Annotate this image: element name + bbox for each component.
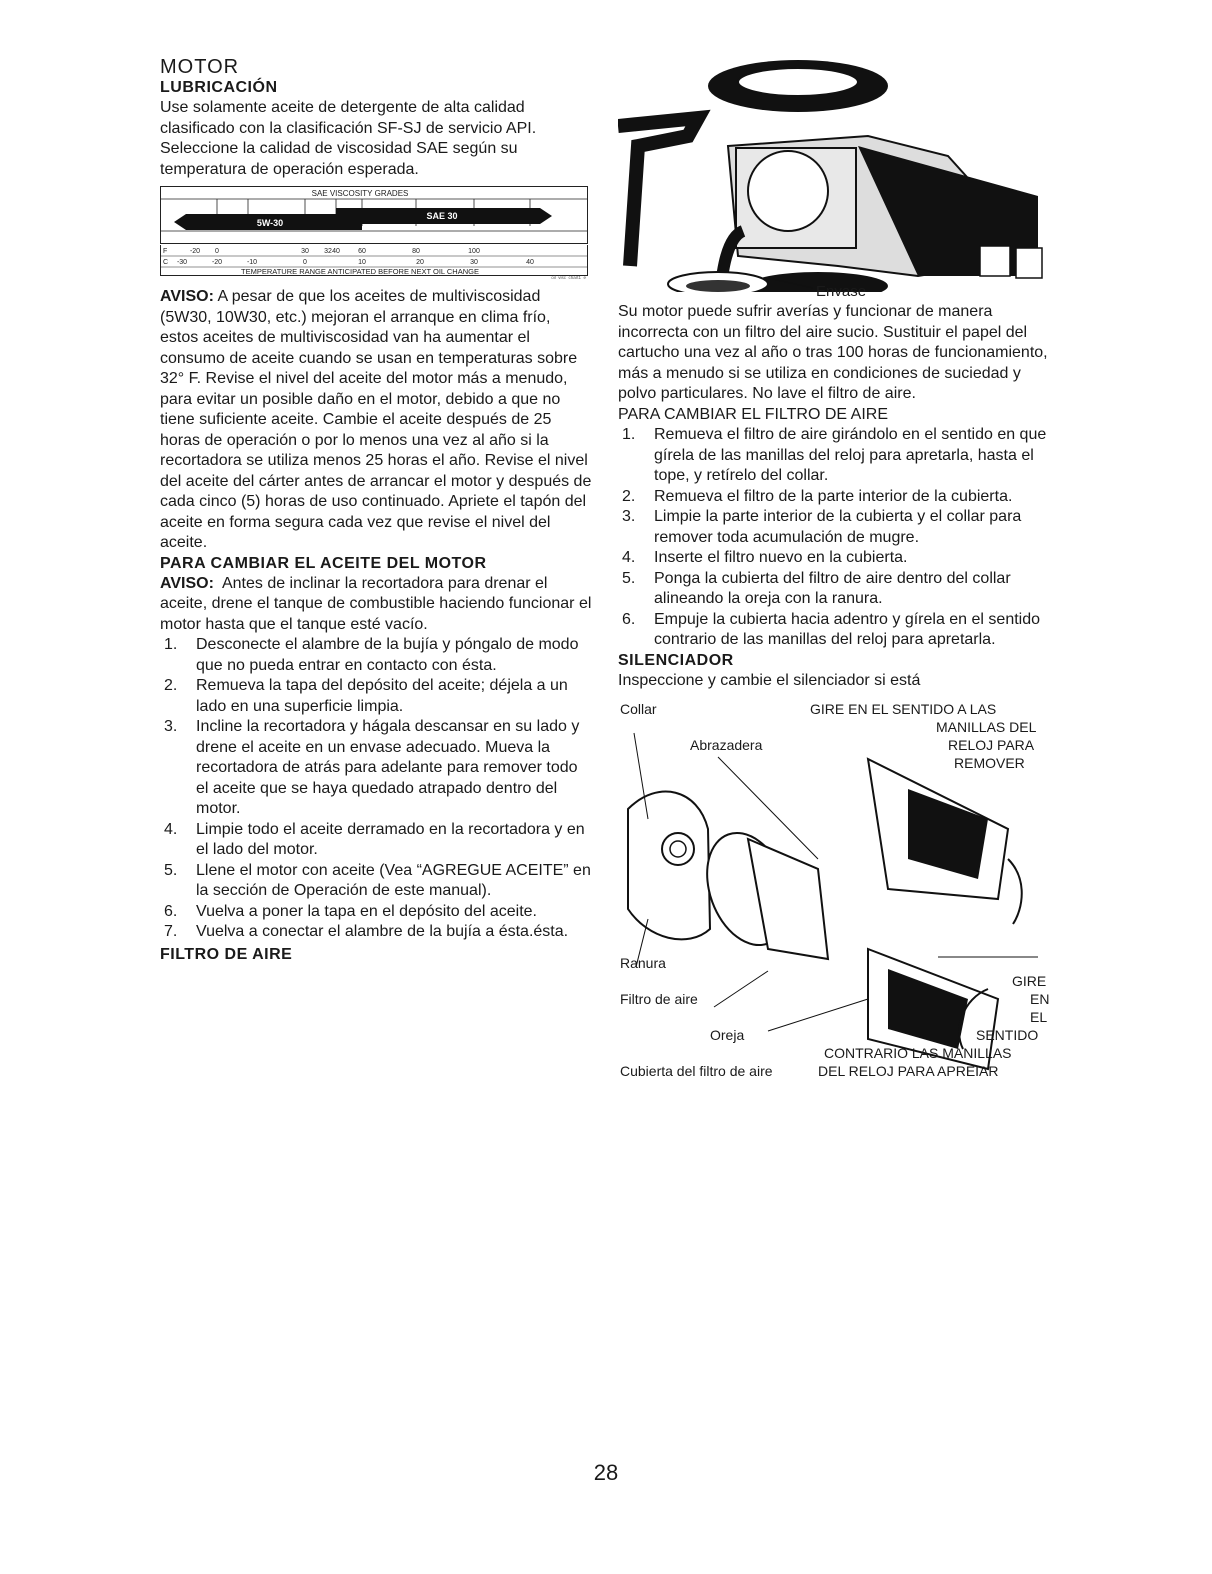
step-text: Empuje la cubierta hacia adentro y gírela en el sentido contrario de las manillas del reloj para apretarla. — [654, 610, 1041, 648]
silenciador-text: Inspeccione y cambie el silenciador si está — [618, 671, 921, 689]
f-tick-label: 80 — [412, 248, 420, 255]
c-tick-label: 30 — [470, 259, 478, 266]
gire-remove-label-4: REMOVER — [954, 755, 1025, 771]
oil-drain-figure — [618, 56, 1050, 300]
gire-tight-label-6: DEL RELOJ PARA APREIAR — [818, 1063, 999, 1079]
heading-silenciador: SILENCIADOR — [618, 651, 734, 669]
step-number: 1. — [622, 426, 636, 443]
list-item — [618, 548, 1050, 569]
step-number: 7. — [164, 923, 178, 940]
step-text: Remueva el filtro de la parte interior de la cubierta. — [654, 487, 1013, 505]
step-number: 6. — [622, 610, 636, 628]
step-number: 1. — [164, 636, 178, 653]
heading-filtro-aire: FILTRO DE AIRE — [160, 945, 293, 963]
f-tick-label: 30 — [301, 248, 309, 255]
heading-lubricacion: LUBRICACIÓN — [160, 79, 278, 96]
gire-tight-label-1: GIRE — [1012, 973, 1047, 989]
viscosity-chart-scale — [160, 245, 588, 279]
list-item — [618, 569, 1050, 610]
gire-remove-label-2: MANILLAS DEL — [936, 719, 1037, 735]
gire-tight-label-2: EN — [1030, 991, 1050, 1007]
c-axis-label: C — [163, 259, 169, 266]
f-ticks — [190, 248, 480, 255]
aviso-text: Antes de inclinar la recortadora para drenar el aceite, drene el tanque de combustible haciendo funcionar el motor hasta que el tanque esté vacío. — [160, 574, 592, 633]
f-axis-label: F — [163, 248, 168, 255]
step-number: 6. — [164, 902, 178, 920]
step-number: 5. — [622, 569, 636, 587]
collar-label: Collar — [620, 701, 657, 717]
step-text: Llene el motor con aceite (Vea “AGREGUE ACEITE” en la sección de Operación de este manual). — [196, 861, 591, 899]
step-text: Desconecte el alambre de la bujía y póngalo de modo que no pueda entrar en contacto con ésta. — [196, 636, 579, 674]
gire-tight-label-5: CONTRARIO LAS MANILLAS — [824, 1045, 1012, 1061]
list-item — [160, 820, 592, 861]
f-tick-label: 100 — [468, 248, 480, 255]
list-item — [160, 676, 592, 717]
f-tick-label: 60 — [358, 248, 366, 255]
f-tick-label: -20 — [189, 248, 201, 255]
f-tick-label: 0 — [215, 248, 219, 255]
list-item — [160, 717, 592, 820]
left-column — [160, 56, 592, 965]
aviso-drenar — [160, 574, 592, 636]
c-tick-label: 20 — [416, 259, 424, 266]
section-title-motor: MOTOR — [160, 56, 240, 78]
step-number: 3. — [164, 718, 178, 735]
f-tick-label: 40 — [332, 248, 340, 255]
step-text: Limpie la parte interior de la cubierta y el collar para remover toda acumulación de mugre. — [654, 508, 1022, 546]
list-item — [160, 902, 592, 923]
step-text: Remueva la tapa del depósito del aceite; déjela a un lado en una superficie limpia. — [196, 677, 568, 715]
heading-cambiar-filtro: PARA CAMBIAR EL FILTRO DE AIRE — [618, 405, 888, 423]
chart-footer: TEMPERATURE RANGE ANTICIPATED BEFORE NEXT OIL CHANGE — [241, 267, 479, 276]
gire-tight-label-4: SENTIDO — [976, 1027, 1039, 1043]
step-text: Incline la recortadora y hágala descansar en su lado y drene el aceite en un envase adecuado. Mueva la recortadora de atrás para adelante para remover todo el aceite que se haya quedado atrapado dentro del motor. — [196, 718, 580, 817]
c-tick-label: -10 — [246, 259, 258, 266]
engine-drain-illustration — [618, 56, 1050, 292]
step-number: 5. — [164, 861, 178, 879]
c-tick-label: -20 — [211, 259, 223, 266]
bar-5w30-label: 5W-30 — [256, 218, 284, 228]
step-text: Inserte el filtro nuevo en la cubierta. — [654, 549, 908, 566]
step-text: Vuelva a poner la tapa en el depósito del aceite. — [196, 902, 537, 920]
c-tick-label: -30 — [176, 259, 188, 266]
aviso-label: AVISO: — [160, 288, 214, 305]
list-item — [160, 861, 592, 902]
air-filter-steps — [618, 425, 1050, 651]
air-filter-figure — [618, 699, 1050, 1079]
abrazadera-label: Abrazadera — [690, 737, 763, 753]
ranura-label: Ranura — [620, 955, 666, 971]
list-item — [618, 487, 1050, 508]
gire-tight-label-3: EL — [1030, 1009, 1048, 1025]
list-item — [618, 507, 1050, 548]
step-number: 2. — [622, 487, 636, 505]
heading-cambiar-aceite: PARA CAMBIAR EL ACEITE DEL MOTOR — [160, 554, 487, 572]
c-tick-label: 40 — [526, 259, 534, 266]
step-text: Remueva el filtro de aire girándolo en el sentido en que gírela de las manillas del reloj para apretarla, hasta el tope, y retírelo del collar. — [654, 426, 1047, 484]
step-number: 4. — [164, 820, 178, 838]
list-item — [618, 425, 1050, 487]
aviso-label: AVISO: — [160, 574, 214, 592]
oreja-label: Oreja — [710, 1027, 745, 1043]
viscosity-chart-title: SAE VISCOSITY GRADES — [311, 189, 409, 198]
gire-remove-label-3: RELOJ PARA — [948, 737, 1035, 753]
chart-code: oil_visc_chart1_e — [551, 275, 586, 279]
envase-label: Envase — [816, 283, 867, 300]
lubricacion-text: Use solamente aceite de detergente de alta calidad clasificado con la clasificación SF-SJ de servicio API. Seleccione la calidad de viscosidad SAE según su temperatura de operación esperada. — [160, 99, 537, 178]
list-item — [160, 635, 592, 676]
step-number: 2. — [164, 677, 178, 694]
step-number: 3. — [622, 508, 636, 525]
filtro-text: Su motor puede sufrir averías y funcionar de manera incorrecta con un filtro del aire sucio. Sustituir el papel del cartucho una vez al año o tras 100 horas de funcionamiento, más a menudo si se utiliza en condiciones de suciedad y polvo particulares. No lave el filtro de aire. — [618, 303, 1048, 402]
step-text: Ponga la cubierta del filtro de aire dentro del collar alineando la oreja con la ranura. — [654, 569, 1011, 607]
step-text: Limpie todo el aceite derramado en la recortadora y en el lado del motor. — [196, 820, 585, 858]
oil-change-steps — [160, 635, 592, 943]
viscosity-chart — [160, 186, 588, 244]
c-tick-label: 10 — [358, 259, 366, 266]
f-tick-label: 32 — [324, 248, 332, 255]
aviso-multiviscosidad — [160, 287, 592, 554]
step-number: 4. — [622, 549, 636, 566]
gire-remove-label-1: GIRE EN EL SENTIDO A LAS — [810, 701, 997, 717]
page-number: 28 — [593, 1460, 619, 1485]
list-item — [618, 610, 1050, 651]
cubierta-label: Cubierta del filtro de aire — [620, 1063, 773, 1079]
c-ticks — [177, 259, 534, 266]
step-text: Vuelva a conectar el alambre de la bujía a ésta.ésta. — [196, 923, 569, 940]
filtro-de-aire-label: Filtro de aire — [620, 991, 698, 1007]
list-item — [160, 922, 592, 943]
bar-sae30-label: SAE 30 — [426, 211, 458, 221]
right-column — [618, 56, 1050, 1079]
c-tick-label: 0 — [303, 259, 307, 266]
aviso-text: A pesar de que los aceites de multiviscosidad (5W30, 10W30, etc.) mejoran el arranque en clima frío, estos aceites de multiviscosidad van ha aumentar el consumo de aceite cuando se usan en temperaturas sobre 32° F. Revise el nivel del aceite del motor más a menudo, para evitar un posible daño en el motor, debido a que no tiene suficiente aceite. Cambie el aceite después de 25 horas de operación o por lo menos una vez al año si la recortadora se utiliza menos 25 horas el año. Revise el nivel del aceite del cárter antes de arrancar el motor y después de cada cinco (5) horas de uso continuado. Apriete el tapón del aceite en forma segura cada vez que revise el nivel del aceite. — [160, 288, 592, 551]
